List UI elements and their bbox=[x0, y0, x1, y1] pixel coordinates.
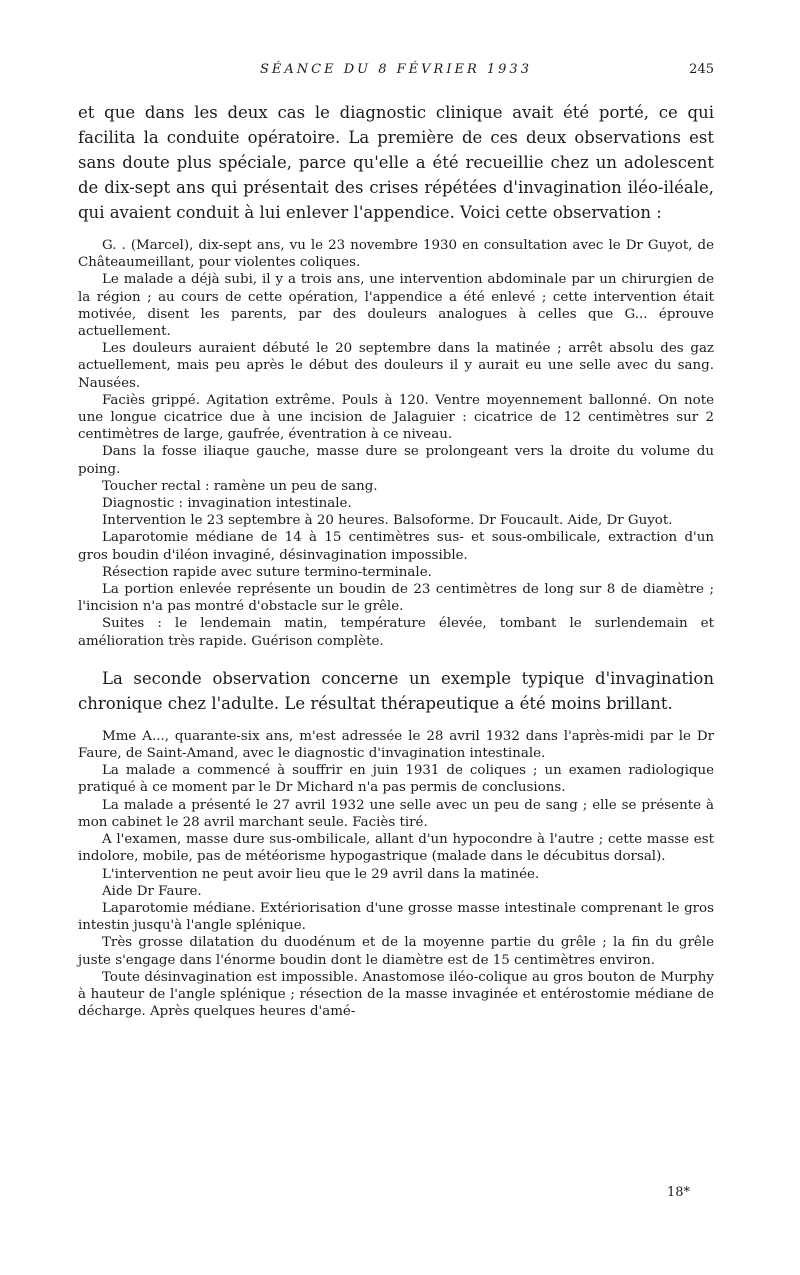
obs1-paragraph: Diagnostic : invagination intestinale. bbox=[102, 496, 352, 512]
observation-2 bbox=[78, 728, 714, 1020]
obs1-paragraph: Le malade a déjà subi, il y a trois ans, une intervention abdominale par un chirurgien de la région ; au cours de cette opération, l'appendice a été enlevé ; cette intervention était motivée, disent les parents, par des douleurs analogues à celles que G... éprouve actuellement. bbox=[78, 272, 714, 340]
obs2-paragraph: Toute désinvagination est impossible. Anastomose iléo-colique au gros bouton de Murphy à hauteur de l'angle splénique ; résection de la masse invaginée et entérostomie médiane de décharge. Après quelques heures d'amé- bbox=[78, 969, 714, 1020]
obs2-paragraph: La malade a commencé à souffrir en juin 1931 de coliques ; un examen radiologique pratiqué à ce moment par le Dr Michard n'a pas permis de conclusions. bbox=[78, 763, 714, 796]
obs2-paragraph: Laparotomie médiane. Extériorisation d'une grosse masse intestinale comprenant le gros intestin jusqu'à l'angle splénique. bbox=[78, 900, 714, 934]
obs2-paragraph: Mme A..., quarante-six ans, m'est adressée le 28 avril 1932 dans l'après-midi par le Dr Faure, de Saint-Amand, avec le diagnostic d'invagination intestinale. bbox=[78, 728, 714, 762]
obs1-paragraph: Toucher rectal : ramène un peu de sang. bbox=[102, 478, 378, 494]
obs2-paragraph: Très grosse dilatation du duodénum et de la moyenne partie du grêle ; la fin du grêle juste s'engage dans l'énorme boudin dont le diamètre est de 15 centimètres environ. bbox=[78, 935, 714, 968]
obs2-paragraph: La malade a présenté le 27 avril 1932 une selle avec un peu de sang ; elle se présente à mon cabinet le 28 avril marchant seule. Faciès tiré. bbox=[78, 797, 714, 830]
obs1-paragraph: Dans la fosse iliaque gauche, masse dure se prolongeant vers la droite du volume du poing. bbox=[78, 444, 714, 477]
section-gap bbox=[78, 650, 714, 666]
running-title: SÉANCE DU 8 FÉVRIER 1933 bbox=[260, 62, 532, 77]
body-text bbox=[78, 100, 714, 1020]
running-head bbox=[78, 62, 714, 82]
obs1-paragraph: G. . (Marcel), dix-sept ans, vu le 23 novembre 1930 en consultation avec le Dr Guyot, de Châteaumeillant, pour violentes coliques. bbox=[78, 238, 714, 271]
signature-mark: 18* bbox=[666, 1185, 690, 1200]
second-paragraph: La seconde observation concerne un exemple typique d'invagination chronique chez l'adulte. Le résultat thérapeutique a été moins brillant. bbox=[78, 668, 714, 713]
obs1-paragraph: Laparotomie médiane de 14 à 15 centimètres sus- et sous-ombilicale, extraction d'un gros boudin d'iléon invaginé, désinvagination impossible. bbox=[78, 530, 714, 563]
page-number: 245 bbox=[689, 62, 714, 77]
obs1-paragraph: Intervention le 23 septembre à 20 heures. Balsoforme. Dr Foucault. Aide, Dr Guyot. bbox=[102, 513, 673, 529]
obs1-paragraph: Suites : le lendemain matin, température élevée, tombant le surlendemain et amélioration très rapide. Guérison complète. bbox=[78, 616, 714, 649]
obs1-paragraph: Faciès grippé. Agitation extrême. Pouls à 120. Ventre moyennement ballonné. On note une longue cicatrice due à une incision de Jalaguier : cicatrice de 12 centimètres sur 2 centimètres de large, gaufrée, éventration à ce niveau. bbox=[78, 392, 714, 443]
obs1-paragraph: La portion enlevée représente un boudin de 23 centimètres de long sur 8 de diamètre ; l'incision n'a pas montré d'obstacle sur le grêle. bbox=[78, 582, 714, 615]
obs2-paragraph: L'intervention ne peut avoir lieu que le 29 avril dans la matinée. bbox=[102, 866, 540, 882]
obs1-paragraph: Les douleurs auraient débuté le 20 septembre dans la matinée ; arrêt absolu des gaz actuellement, mais peu après le début des douleurs il y aurait eu une selle avec du sang. Nausées. bbox=[78, 341, 714, 391]
obs1-paragraph: Résection rapide avec suture termino-terminale. bbox=[102, 564, 432, 580]
obs2-paragraph: A l'examen, masse dure sus-ombilicale, allant d'un hypocondre à l'autre ; cette masse est indolore, mobile, pas de météorisme hypogastrique (malade dans le décubitus dorsal). bbox=[78, 832, 714, 865]
obs2-paragraph: Aide Dr Faure. bbox=[102, 883, 202, 899]
observation-1 bbox=[78, 237, 714, 650]
intro-paragraph: et que dans les deux cas le diagnostic clinique avait été porté, ce qui facilita la conduite opératoire. La première de ces deux observations est sans doute plus spéciale, parce qu'elle a été recueillie chez un adolescent de dix-sept ans qui présentait des crises répétées d'invagination iléo-iléale, qui avaient conduit à lui enlever l'appendice. Voici cette observation : bbox=[78, 103, 714, 222]
